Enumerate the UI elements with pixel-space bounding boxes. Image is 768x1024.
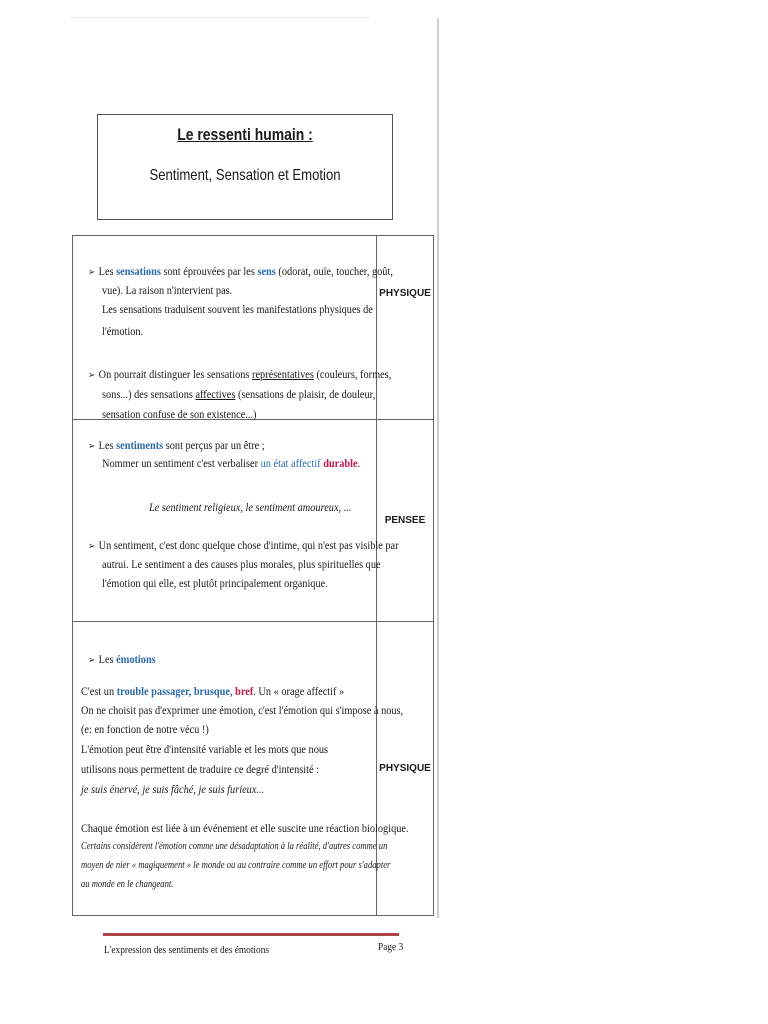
text-line: Le sentiment religieux, le sentiment amoureux, ...: [149, 500, 352, 514]
text-line: utilisons nous permettent de traduire ce degré d'intensité :: [81, 762, 320, 776]
text-line: je suis énervé, je suis fâché, je suis furieux...: [81, 782, 265, 796]
text-line: au monde en le changeant.: [81, 879, 174, 890]
text-line: sons...) des sensations affectives (sensations de plaisir, de douleur,: [102, 387, 376, 401]
page-title: Le ressenti humain :: [177, 125, 313, 144]
text-line: sensation confuse de son existence...): [102, 407, 257, 421]
row-emotions: [73, 622, 434, 916]
footer-title: L'expression des sentiments et des émotions: [104, 944, 270, 956]
text-line: On ne choisit pas d'exprimer une émotion, c'est l'émotion qui s'impose à nous,: [81, 703, 404, 717]
text-line: Nommer un sentiment c'est verbaliser un état affectif durable.: [102, 456, 361, 470]
category-label: PHYSIQUE: [377, 236, 434, 420]
text-line: L'émotion peut être d'intensité variable et les mots que nous: [81, 742, 329, 756]
text-line: Les sensations traduisent souvent les manifestations physiques de: [102, 302, 373, 316]
footer-rule: [103, 933, 399, 936]
text-line: autrui. Le sentiment a des causes plus morales, plus spirituelles que: [102, 557, 381, 571]
text-line: Certains considèrent l'émotion comme une désadaptation à la réalité, d'autres comme un: [81, 841, 388, 852]
row-sensations: [73, 236, 434, 420]
text-line: Chaque émotion est liée à un événement et elle suscite une réaction biologique.: [81, 821, 409, 835]
category-label: PENSEE: [377, 420, 434, 622]
text-line: ➢ Les sensations sont éprouvées par les sens (odorat, ouïe, toucher, goût,: [88, 264, 393, 278]
arrow-bullet-icon: ➢: [88, 370, 96, 381]
title-box: [97, 114, 393, 220]
arrow-bullet-icon: ➢: [88, 441, 96, 452]
text-line: ➢ Un sentiment, c'est donc quelque chose d'intime, qui n'est pas visible par: [88, 538, 399, 552]
content-table: [72, 235, 434, 916]
row-sensations-text: [73, 236, 393, 421]
text-line: ➢ On pourrait distinguer les sensations représentatives (couleurs, formes,: [88, 367, 392, 381]
scan-edge-top: [70, 17, 370, 18]
text-line: C'est un trouble passager, brusque, bref. Un « orage affectif »: [81, 684, 345, 698]
page-subtitle: Sentiment, Sensation et Emotion: [149, 167, 341, 184]
text-line: l'émotion qui elle, est plutôt principalement organique.: [102, 576, 328, 590]
arrow-bullet-icon: ➢: [88, 655, 96, 666]
text-line: ➢ Les émotions: [88, 652, 156, 666]
text-line: (e: en fonction de notre vécu !): [81, 722, 209, 736]
text-line: l'émotion.: [102, 324, 144, 338]
arrow-bullet-icon: ➢: [88, 267, 96, 278]
arrow-bullet-icon: ➢: [88, 541, 96, 552]
scan-edge-right: [437, 18, 439, 918]
text-line: vue). La raison n'intervient pas.: [102, 283, 233, 297]
page-number: Page 3: [378, 941, 404, 953]
text-line: ➢ Les sentiments sont perçus par un être ;: [88, 438, 265, 452]
row-sentiments-text: [73, 420, 399, 622]
row-sentiments: [73, 420, 434, 622]
text-line: moyen de nier « magiquement » le monde ou au contraire comme un effort pour s'adapter: [81, 860, 391, 871]
category-label: PHYSIQUE: [377, 622, 434, 916]
